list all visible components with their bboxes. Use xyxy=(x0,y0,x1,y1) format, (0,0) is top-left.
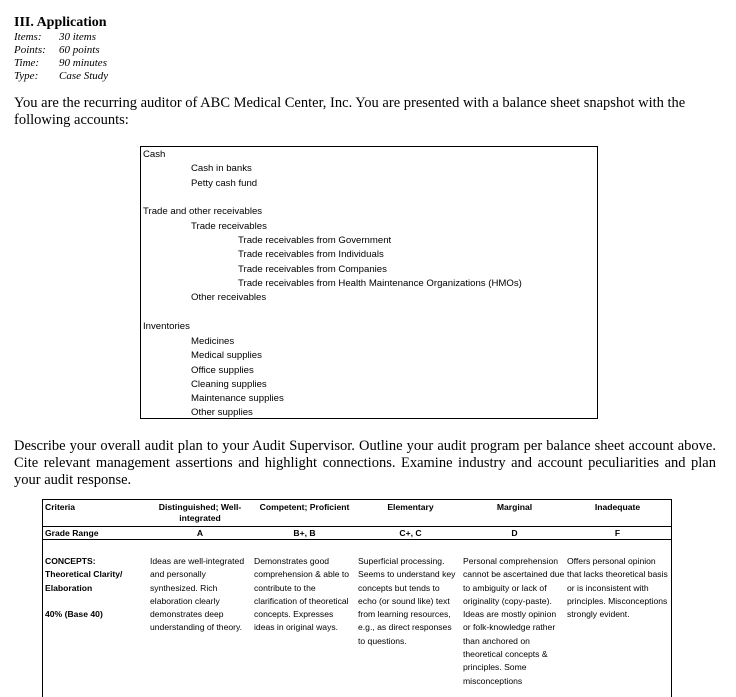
account-medical-supplies: Medical supplies xyxy=(191,350,262,361)
meta-value: 90 minutes xyxy=(59,57,107,69)
intro-paragraph: You are the recurring auditor of ABC Medical Center, Inc. You are presented with a balance sheet snapshot with the following accounts: xyxy=(14,95,686,128)
account-other-receivables: Other receivables xyxy=(191,292,267,303)
account-medicines: Medicines xyxy=(191,336,235,347)
meta-type xyxy=(14,70,108,83)
rubric-desc-distinguished: Ideas are well-integrated and personally synthesized. Rich elaboration clearly demonstrates deep understanding of theory. xyxy=(150,556,245,633)
account-trade-receivables: Trade receivables xyxy=(191,221,267,232)
rubric-grade-inadequate: F xyxy=(614,528,621,538)
account-office-supplies: Office supplies xyxy=(191,365,254,376)
account-trade-and-other-receivables: Trade and other receivables xyxy=(143,206,263,217)
account-petty-cash-fund: Petty cash fund xyxy=(191,178,258,189)
account-cash: Cash xyxy=(143,149,166,160)
account-other-supplies: Other supplies xyxy=(191,407,253,418)
rubric-grade-marginal: D xyxy=(511,528,518,538)
meta-label: Points: xyxy=(14,44,46,56)
rubric-border-right xyxy=(671,499,672,697)
meta-label: Time: xyxy=(14,57,40,69)
rubric-desc-elementary: Superficial processing. Seems to understand key concepts but tends to echo (or sound like) text from learning resources, e.g., as direct responses to questions. xyxy=(358,556,456,646)
section-title: III. Application xyxy=(14,15,107,30)
account-trade-receivables-hmos: Trade receivables from Health Maintenance Organizations (HMOs) xyxy=(238,278,522,289)
rubric-grade-distinguished: A xyxy=(196,528,204,538)
rubric-header-inadequate: Inadequate xyxy=(594,502,641,512)
meta-label: Items: xyxy=(14,31,42,43)
account-cash-in-banks: Cash in banks xyxy=(191,163,252,174)
rubric-desc-competent: Demonstrates good comprehension & able to contribute to the clarification of theoretical concepts. Expresses ideas in original ways. xyxy=(254,556,350,633)
account-maintenance-supplies: Maintenance supplies xyxy=(191,393,284,404)
rubric-header-distinguished: Distinguished; Well-integrated xyxy=(158,502,242,523)
meta-value: Case Study xyxy=(59,70,109,82)
account-inventories: Inventories xyxy=(143,321,190,332)
meta-label: Type: xyxy=(14,70,39,82)
account-trade-receivables-companies: Trade receivables from Companies xyxy=(238,264,387,275)
rubric-desc-marginal: Personal comprehension cannot be ascertained due to ambiguity or lack of originality (copy-paste). Ideas are mostly opinion or folk-knowledge rather than anchored on theoretical concepts & principles. Some misconceptions xyxy=(463,556,565,686)
rubric-border-top xyxy=(42,499,672,500)
rubric-grade-competent: B+, B xyxy=(293,528,316,538)
rubric-grade-elementary: C+, C xyxy=(399,528,422,538)
meta-value: 30 items xyxy=(59,31,96,43)
account-trade-receivables-individuals: Trade receivables from Individuals xyxy=(238,249,384,260)
assessment-meta xyxy=(14,31,108,83)
meta-points xyxy=(14,44,108,57)
meta-time xyxy=(14,57,108,70)
rubric-header-criteria: Criteria xyxy=(45,502,76,512)
rubric-divider xyxy=(42,526,672,527)
grading-rubric-table xyxy=(42,499,672,697)
rubric-criteria-weight: 40% (Base 40) xyxy=(45,609,103,619)
task-instructions: Describe your overall audit plan to your Audit Supervisor. Outline your audit program per balance sheet account above. Cite relevant management assertions and highlight connections. Examine industry and account peculiarities and plan your audit response. xyxy=(14,438,716,488)
meta-value: 60 points xyxy=(59,44,100,56)
balance-sheet-accounts-box xyxy=(140,146,598,419)
meta-items xyxy=(14,31,108,44)
section-header xyxy=(14,14,108,83)
rubric-grade-range-label: Grade Range xyxy=(45,528,99,538)
account-trade-receivables-government: Trade receivables from Government xyxy=(238,235,392,246)
rubric-header-marginal: Marginal xyxy=(496,502,533,512)
rubric-criteria-concepts: CONCEPTS: Theoretical Clarity/ Elaboration xyxy=(45,556,123,593)
rubric-border-left xyxy=(42,499,43,697)
rubric-desc-inadequate: Offers personal opinion that lacks theoretical basis or is inconsistent with principles. Misconceptions strongly evident. xyxy=(567,556,668,620)
rubric-header-elementary: Elementary xyxy=(387,502,434,512)
rubric-divider xyxy=(42,539,672,540)
account-cleaning-supplies: Cleaning supplies xyxy=(191,379,267,390)
rubric-header-competent: Competent; Proficient xyxy=(259,502,350,512)
